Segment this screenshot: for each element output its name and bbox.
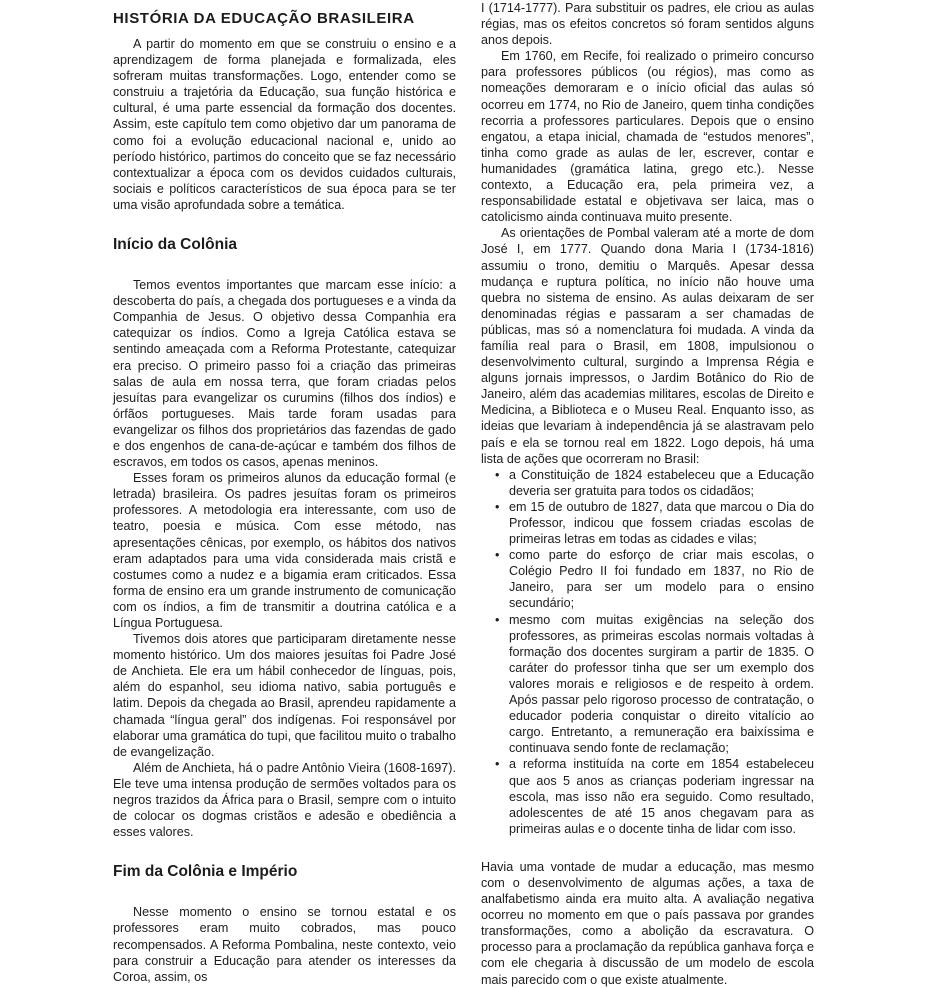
body-paragraph: As orientações de Pombal valeram até a morte de dom José I, em 1777. Quando dona Maria I (1734-1816) assumiu o trono, demitiu o Marquês. Apesar dessa mudança e ruptura política, no início não houve uma quebra no sistema de ensino. As aulas deixaram de ser denominadas régias e passaram a ser chamadas de públicas, mas só a nomenclatura foi mudada. A vinda da família real para o Brasil, em 1808, impulsionou o desenvolvimento cultural, surgindo a Imprensa Régia e alguns jornais impressos, o Jardim Botânico do Rio de Janeiro, além das academias militares, escolas de Direito e Medicina, a Biblioteca e o Museu Real. Enquanto isso, as ideias que levariam à independência já se alastravam pelo país e ela se tornou real em 1822. Logo depois, há uma lista de ações que ocorreram no Brasil: [481,226,814,466]
bullet-icon: • [495,548,500,563]
bullet-icon: • [495,757,500,772]
list-item: • mesmo com muitas exigências na seleção dos professores, as primeiras escolas normais voltadas à formação dos docentes surgiram a partir de 1835. O caráter do professor tinha que ser um exemplo dos valores morais e religiosos e de respeito à ordem. Após passar pelo rigoroso processo de contratação, o educador poderia conquistar o direito vitalício ao cargo. Entretanto, a remuneração era baixíssima e continuava sendo fonte de reclamação; [495,612,814,756]
body-paragraph: Tivemos dois atores que participaram diretamente nesse momento histórico. Um dos maiores jesuítas foi Padre José de Anchieta. Ele era um hábil conhecedor de línguas, pois, além do espanhol, seu idioma nativo, sabia português e latim. Depois da chegada ao Brasil, aprendeu rapidamente a chamada “língua geral” dos indígenas. Foi responsável por elaborar uma gramática do tupi, que facilitou muito o trabalho de evangelização. [113,632,456,759]
intro-paragraph: A partir do momento em que se construiu o ensino e a aprendizagem de forma planejada e formalizada, eles sofreram muitas transformações. Logo, entender como se construiu a trajetória da Educação, sua função histórica e cultural, é uma parte essencial da formação dos docentes. Assim, este capítulo tem como objetivo dar um panorama de como foi a evolução educacional nacional e, unido ao período histórico, partimos do conceito que se faz necessário contextualizar a época com os devidos cuidados culturais, sociais e políticos característicos de sua época para se ter uma visão aprofundada sobre a temática. [113,37,456,212]
list-item: • a reforma instituída na corte em 1854 estabeleceu que aos 5 anos as crianças poderiam ingressar na escola, mas isso não era seguido. Como resultado, adolescentes de até 15 anos chegavam para as primeiras aulas e o docente tinha de lidar com isso. [495,757,814,836]
bullet-icon: • [495,467,500,482]
right-column [481,0,814,988]
body-paragraph: Nesse momento o ensino se tornou estatal e os professores eram muito cobrados, mas pouco recompensados. A Reforma Pombalina, neste contexto, veio para construir a Educação para atender os interesses da Coroa, assim, os [113,905,456,984]
section-heading-fim-colonia: Fim da Colônia e Império [113,863,298,881]
bullet-icon: • [495,499,500,514]
continuation-paragraph: I (1714-1777). Para substituir os padres, ele criou as aulas régias, mas os efeitos concretos só foram sentidos alguns anos depois. [481,1,814,48]
left-column [113,0,456,985]
body-paragraph: Temos eventos importantes que marcam esse início: a descoberta do país, a chegada dos portugueses e a vinda da Companhia de Jesus. O objetivo dessa Companhia era catequizar os índios. Como a Igreja Católica estava se sentindo ameaçada com a Reforma Protestante, catequizar era preciso. O primeiro passo foi a criação das primeiras salas de aula em nossa terra, que foram criadas pelos jesuítas para evangelizar os curumins (filhos dos índios) e órfãos portugueses. Mais tarde foram usadas para evangelizar os filhos dos proprietários das fazendas de gado e dos engenhos de cana-de-açúcar e também dos filhos de escravos, em todos os casos, apenas meninos. [113,278,456,470]
list-item: • como parte do esforço de criar mais escolas, o Colégio Pedro II foi fundado em 1837, no Rio de Janeiro, para ser um modelo para o ensino secundário; [495,548,814,611]
body-paragraph: Em 1760, em Recife, foi realizado o primeiro concurso para professores públicos (ou régios), mas como as nomeações demoraram e o início oficial das aulas só ocorreu em 1774, no Rio de Janeiro, quem tinha condições recorria a professores particulares. Depois que o ensino engatou, a etapa inicial, chamada de “estudos menores”, tinha como grade as aulas de ler, escrever, contar e humanidades (gramática latina, grego etc.). Nesse contexto, a Educação era, pela primeira vez, a responsabilidade estatal e objetivava ser laica, mas o catolicismo ainda continuava muito presente. [481,49,814,225]
list-item: • a Constituição de 1824 estabeleceu que a Educação deveria ser gratuita para todos os cidadãos; [495,467,814,498]
body-paragraph: Além de Anchieta, há o padre Antônio Vieira (1608-1697). Ele teve uma intensa produção de sermões voltados para os negros trazidos da África para o Brasil, sempre com o intuito de colocar os dogmas cristãos e adesão e obediência a esses valores. [113,760,456,840]
events-list [481,467,814,837]
list-item: • em 15 de outubro de 1827, data que marcou o Dia do Professor, indicou que fossem criadas escolas de primeiras letras em todas as cidades e vilas; [495,499,814,547]
closing-paragraph: Havia uma vontade de mudar a educação, mas mesmo com o desenvolvimento de algumas ações, a taxa de analfabetismo ainda era muito alta. A avaliação negativa ocorreu no momento em que o país passava por grandes transformações, como a abolição da escravatura. O processo para a proclamação da república ganhava força e com ele chegaria à discussão de um modelo de escola mais parecido com o que existe atualmente. [481,859,814,987]
section-heading-inicio-colonia: Início da Colônia [113,236,238,254]
bullet-icon: • [495,612,500,627]
page-title: HISTÓRIA DA EDUCAÇÃO BRASILEIRA [113,10,415,27]
body-paragraph: Esses foram os primeiros alunos da educação formal (e letrada) brasileira. Os padres jesuítas foram os primeiros professores. A metodologia era interessante, com uso de teatro, poesia e música. Com esse método, nas apresentações cênicas, por exemplo, os hábitos dos nativos eram adaptados para uma vida considerada mais cristã e costumes como a nudez e a bigamia eram criticados. Essa forma de ensino era um grande instrumento de comunicação com os índios, a fim de transmitir a doutrina católica e a Língua Portuguesa. [113,471,456,630]
